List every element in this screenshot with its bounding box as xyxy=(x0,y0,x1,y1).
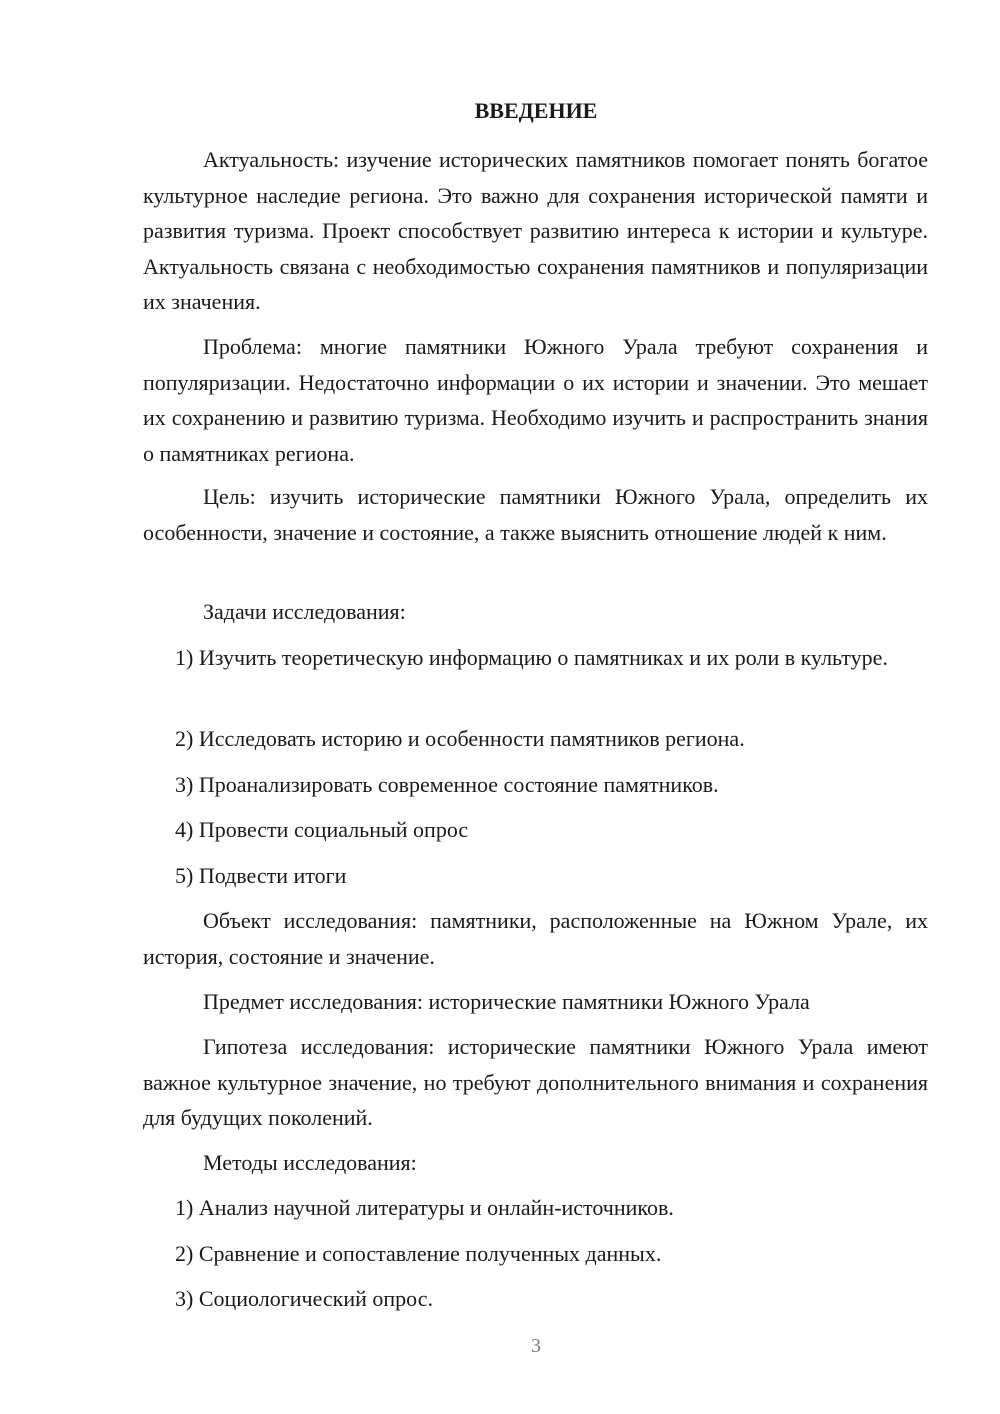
list-item-method-1: 1) Анализ научной литературы и онлайн-источников. xyxy=(175,1195,674,1220)
paragraph-tasks-heading: Задачи исследования: xyxy=(203,599,406,624)
paragraph-problem: Проблема: многие памятники Южного Урала требуют сохранения и популяризации. Недостаточно информации о их истории и значении. Это мешает их сохранению и развитию туризма. Необходимо изучить и распространить знания о памятниках региона. xyxy=(143,334,928,466)
paragraph-goal: Цель: изучить исторические памятники Южного Урала, определить их особенности, значение и состояние, а также выяснить отношение людей к ним. xyxy=(143,484,928,545)
paragraph-subject: Предмет исследования: исторические памятники Южного Урала xyxy=(203,989,810,1014)
list-item-task-4: 4) Провести социальный опрос xyxy=(175,817,469,842)
paragraph-relevance: Актуальность: изучение исторических памятников помогает понять богатое культурное наследие региона. Это важно для сохранения исторической памяти и развития туризма. Проект способствует развитию интереса к истории и культуре. Актуальность связана с необходимостью сохранения памятников и популяризации их значения. xyxy=(143,147,928,314)
paragraph-methods-heading: Методы исследования: xyxy=(203,1150,417,1175)
page-number: 3 xyxy=(531,1335,541,1357)
list-item-method-3: 3) Социологический опрос. xyxy=(175,1286,433,1311)
list-item-task-3: 3) Проанализировать современное состояние памятников. xyxy=(175,772,719,797)
paragraph-object: Объект исследования: памятники, расположенные на Южном Урале, их история, состояние и значение. xyxy=(143,908,928,969)
page-title: ВВЕДЕНИЕ xyxy=(474,98,598,123)
list-item-task-5: 5) Подвести итоги xyxy=(175,863,347,888)
paragraph-hypothesis: Гипотеза исследования: исторические памятники Южного Урала имеют важное культурное значение, но требуют дополнительного внимания и сохранения для будущих поколений. xyxy=(143,1034,928,1130)
list-item-task-1: 1) Изучить теоретическую информацию о памятниках и их роли в культуре. xyxy=(175,645,888,670)
list-item-method-2: 2) Сравнение и сопоставление полученных данных. xyxy=(175,1241,662,1266)
list-item-task-2: 2) Исследовать историю и особенности памятников региона. xyxy=(175,726,745,751)
